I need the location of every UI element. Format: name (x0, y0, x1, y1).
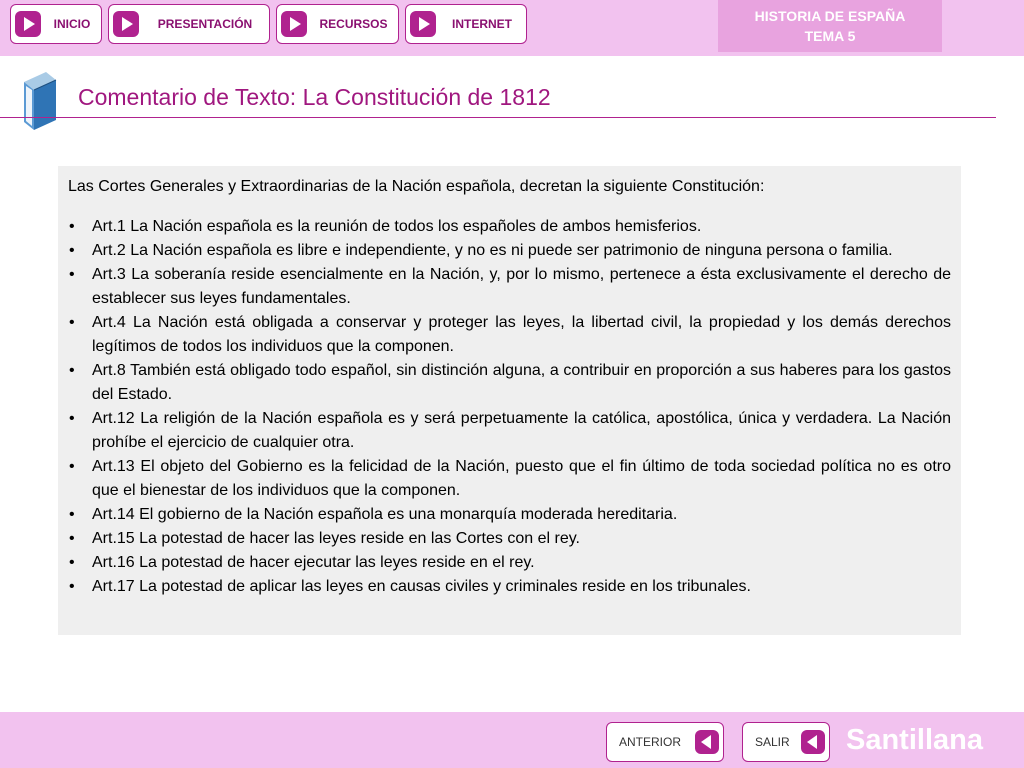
book-icon (20, 68, 60, 132)
article-item: • Art.14 El gobierno de la Nación española es una monarquía moderada hereditaria. (68, 503, 951, 527)
nav-label-recursos: RECURSOS (319, 17, 388, 31)
text-content-panel (58, 166, 961, 635)
article-item: • Art.1 La Nación española es la reunión de todos los españoles de ambos hemisferios. (68, 215, 951, 239)
article-item: • Art.2 La Nación española es libre e independiente, y no es ni puede ser patrimonio de ninguna persona o familia. (68, 239, 951, 263)
article-item: • Art.15 La potestad de hacer las leyes reside en las Cortes con el rey. (68, 527, 951, 551)
arrow-left-icon (801, 730, 825, 754)
nav-button-internet[interactable] (405, 4, 527, 44)
article-item: • Art.12 La religión de la Nación española es y será perpetuamente la católica, apostólica, única y verdadera. La Nación prohíbe el ejercicio de cualquier otra. (68, 407, 951, 455)
course-badge-topic: TEMA 5 (804, 28, 856, 44)
publisher-logo: Santillana (846, 724, 983, 756)
play-arrow-right-icon (113, 11, 139, 37)
arrow-left-icon (695, 730, 719, 754)
play-arrow-right-icon (15, 11, 41, 37)
nav-label-presentacion: PRESENTACIÓN (157, 17, 253, 31)
article-item: • Art.13 El objeto del Gobierno es la felicidad de la Nación, puesto que el fin último de toda sociedad política no es otro que el bienestar de los individuos que la componen. (68, 455, 951, 503)
course-badge-subject: HISTORIA DE ESPAÑA (754, 8, 906, 24)
article-list (68, 215, 951, 599)
page-title: Comentario de Texto: La Constitución de 1812 (78, 84, 551, 110)
exit-button-label: SALIR (755, 735, 790, 749)
nav-button-presentacion[interactable] (108, 4, 270, 44)
nav-button-inicio[interactable] (10, 4, 102, 44)
article-item: • Art.17 La potestad de aplicar las leyes en causas civiles y criminales reside en los tribunales. (68, 575, 951, 599)
nav-label-inicio: INICIO (53, 17, 91, 31)
intro-paragraph: Las Cortes Generales y Extraordinarias de la Nación española, decretan la siguiente Constitución: (68, 178, 765, 195)
article-item: • Art.16 La potestad de hacer ejecutar las leyes reside en el rey. (68, 551, 951, 575)
exit-button[interactable] (742, 722, 830, 762)
previous-button[interactable] (606, 722, 724, 762)
article-item: • Art.4 La Nación está obligada a conservar y proteger las leyes, la libertad civil, la propiedad y los demás derechos legítimos de todos los individuos que la componen. (68, 311, 951, 359)
play-arrow-right-icon (281, 11, 307, 37)
article-item: • Art.8 También está obligado todo español, sin distinción alguna, a contribuir en proporción a sus haberes para los gastos del Estado. (68, 359, 951, 407)
course-badge (718, 0, 942, 52)
previous-button-label: ANTERIOR (619, 735, 682, 749)
article-item: • Art.3 La soberanía reside esencialmente en la Nación, y, por lo mismo, pertenece a ésta exclusivamente el derecho de establecer sus leyes fundamentales. (68, 263, 951, 311)
page-header (0, 62, 1024, 132)
nav-button-recursos[interactable] (276, 4, 399, 44)
title-divider (0, 117, 996, 118)
play-arrow-right-icon (410, 11, 436, 37)
nav-label-internet: INTERNET (452, 17, 512, 31)
